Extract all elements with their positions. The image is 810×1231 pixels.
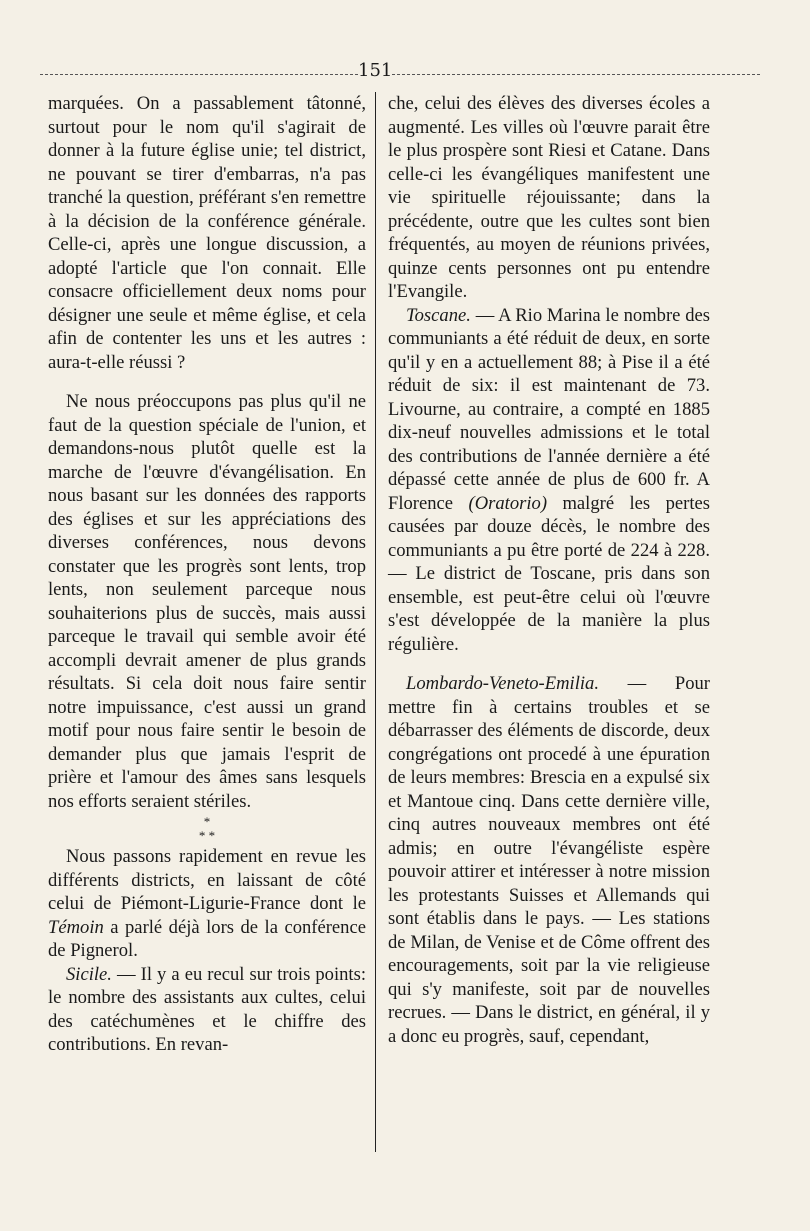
spacer: [48, 374, 366, 390]
page-number: 151: [358, 60, 393, 81]
sicile-heading: Sicile.: [66, 963, 112, 985]
left-column: [48, 92, 366, 1057]
toscane-heading: Toscane.: [406, 304, 471, 326]
page-header: [40, 60, 768, 86]
districts-intro-text: Nous passons rapidement en revue les différents districts, en laissant de côté celui de Piémont-Ligurie-France dont le: [48, 846, 366, 914]
paragraph-sicile-continued: che, celui des élèves des diverses écoles a augmenté. Les villes où l'œuvre parait être le plus prospère sont Riesi et Catane. Dans celle-ci les évangéliques manifestent une vie spirituelle réjouissante; dans la précédente, outre que les cultes sont bien fréquentés, au moyen de réunions privées, quinze cents personnes ont pu entendre l'Evangile.: [388, 93, 710, 302]
temoin-title: Témoin: [48, 916, 104, 938]
header-rule-left: [40, 74, 358, 75]
districts-intro-end: a parlé déjà lors de la conférence de Pignerol.: [48, 916, 366, 961]
asterism-icon: * * *: [198, 814, 216, 843]
right-column: [388, 92, 710, 1048]
spacer: [388, 656, 710, 672]
paragraph-lombardo: [388, 672, 710, 1048]
separator-stars: [48, 813, 366, 845]
paragraph-districts-intro: [48, 845, 366, 963]
sicile-text: — Il y a eu recul sur trois points: le nombre des assistants aux cultes, celui des catéchumènes et le chiffre des contributions. En revan-: [48, 963, 366, 1055]
header-rule-right: [392, 74, 760, 75]
column-divider: [375, 92, 376, 1152]
paragraph-evangelisation: Ne nous préoccupons pas plus qu'il ne faut de la question spéciale de l'union, et demandons-nous plutôt quelle est la marche de l'œuvre d'évangélisation. En nous basant sur les données des rapports des églises et sur les appréciations des diverses conférences, nous devons constater que les progrès sont lents, trop lents, non seulement parceque nous souhaiterions plus de succès, mais aussi parceque le travail qui semble avoir été accompli devrait amener de plus grands résultats. Si cela doit nous faire sentir notre impuissance, c'est aussi un grand motif pour nous faire sentir le besoin de demander plus que jamais l'esprit de prière et l'amour des âmes sans lesquels nos efforts seraient stériles.: [48, 391, 366, 812]
lombardo-heading: Lombardo-Veneto-Emilia.: [406, 673, 599, 694]
lombardo-text: — Pour mettre fin à certains troubles et se débarrasser des éléments de discorde, deux congrégations ont procedé à une épuration de leurs membres: Brescia en a expulsé six et Mantoue cinq. Dans cette dernière ville, cinq autres nouveaux membres ont été admis; en outre l'évangéliste espère pouvoir attirer et intéresser à notre mission les protestants Suisses et Allemands qui sont établis dans le pays. — Les stations de Milan, de Venise et de Côme offrent des encouragements, soit par la vie religieuse qui s'y manifeste, soit par de nouvelles recrues. — Dans le district, en général, il y a donc eu progrès, sauf, cependant,: [388, 673, 710, 1047]
toscane-text-b: malgré les pertes causées par douze décès, le nombre des communiants a pu être porté de 224 à 228. — Le district de Toscane, pris dans son ensemble, est peut-être celui où l'œuvre s'est développée de la manière la plus régulière.: [388, 492, 711, 655]
paragraph-sicile: [48, 963, 366, 1057]
paragraph-union-names: marquées. On a passablement tâtonné, surtout pour le nom qu'il s'agirait de donner à la future église unie; tel district, ne pouvant se tirer d'embarras, n'a pas tranché la question, préférant s'en remettre à la décision de la conférence générale. Celle-ci, après une longue discussion, a adopté l'article que l'on connait. Elle consacre officiellement deux noms pour désigner une seule et même église, et cela afin de contenter les uns et les autres : aura-t-elle réussi ?: [48, 93, 366, 373]
oratorio-label: (Oratorio): [468, 492, 548, 514]
toscane-text-a: — A Rio Marina le nombre des communiants a été réduit de deux, en sorte qu'il y en a actuellement 88; à Pise il a été réduit de six: il est maintenant de 73. Livourne, au contraire, a compté en 1885 dix-neuf nouvelles admissions et le total des contributions de l'année dernière a été dépassé cette année de plus de 600 fr. A Florence: [388, 304, 710, 514]
paragraph-toscane: [388, 304, 710, 657]
